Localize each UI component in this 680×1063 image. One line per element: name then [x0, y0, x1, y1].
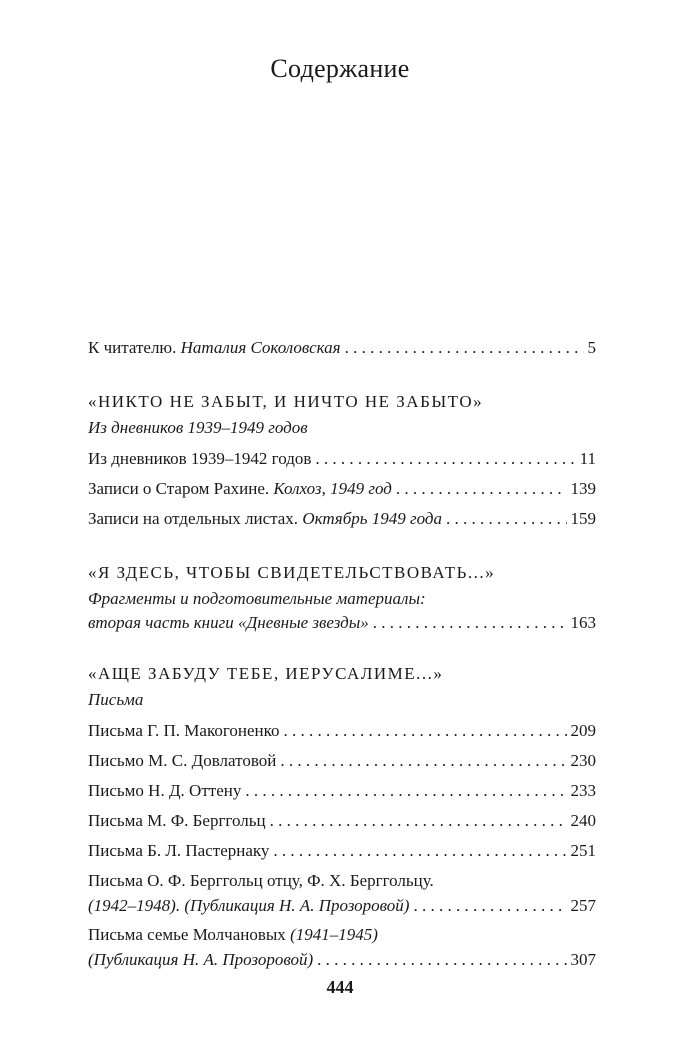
toc-entry[interactable] [88, 716, 596, 746]
dot-leader [446, 504, 567, 534]
toc-page-number: 11 [579, 449, 596, 468]
toc-entry-label: Письма Г. П. Макогоненко [88, 721, 280, 740]
toc-entry[interactable] [88, 836, 596, 866]
dot-leader [373, 611, 567, 635]
dot-leader [280, 746, 566, 776]
dot-leader [245, 776, 566, 806]
toc-entry-label: Записи о Старом Рахине. Колхоз, 1949 год [88, 479, 392, 498]
toc-entry-label: Письмо М. С. Довлатовой [88, 751, 277, 770]
toc-entry-label: Письма М. Ф. Берггольц [88, 811, 266, 830]
toc-entry-label: Записи на отдельных листах. Октябрь 1949 года [88, 509, 442, 528]
toc-page-number: 159 [570, 509, 596, 528]
toc-entry-label: (Публикация Н. А. Прозоровой) [88, 950, 314, 969]
toc-entry-first-line: Письма семье Молчановых (1941–1945) [88, 925, 378, 944]
toc-entry[interactable] [88, 806, 596, 836]
toc-page-number: 139 [570, 479, 596, 498]
toc-entry[interactable] [88, 776, 596, 806]
dot-leader [396, 474, 567, 504]
section-heading-3: «АЩЕ ЗАБУДУ ТЕБЕ, ИЕРУСАЛИМЕ...» [88, 664, 444, 683]
section-heading-2: «Я ЗДЕСЬ, ЧТОБЫ СВИДЕТЕЛЬСТВОВАТЬ...» [88, 563, 496, 582]
toc-entry-first-line: Письма О. Ф. Берггольц отцу, Ф. Х. Берггольцу. [88, 871, 434, 890]
dot-leader [315, 444, 575, 474]
dot-leader [270, 806, 567, 836]
dot-leader [413, 893, 566, 919]
toc-entry[interactable] [88, 947, 596, 973]
toc-page-number: 240 [570, 811, 596, 830]
toc-page-number: 5 [587, 338, 596, 357]
dot-leader [273, 836, 566, 866]
toc-entry-label: К читателю. Наталия Соколовская [88, 338, 341, 357]
toc-page-number: 233 [570, 781, 596, 800]
toc-page-number: 257 [570, 896, 596, 915]
section-subtitle-1: Из дневников 1939–1949 годов [88, 418, 308, 437]
section-subtitle-3: Письма [88, 690, 144, 709]
toc-page-number: 307 [570, 950, 596, 969]
toc-entry-label: Из дневников 1939–1942 годов [88, 449, 312, 468]
section-heading-1: «НИКТО НЕ ЗАБЫТ, И НИЧТО НЕ ЗАБЫТО» [88, 392, 484, 411]
page-number: 444 [326, 977, 354, 997]
toc-entry[interactable] [88, 746, 596, 776]
toc-entry-label: вторая часть книги «Дневные звезды» [88, 613, 369, 632]
table-of-contents [88, 333, 596, 973]
toc-entry[interactable] [88, 893, 596, 919]
section-subtitle-2: Фрагменты и подготовительные материалы: [88, 589, 426, 608]
page-title: Содержание [270, 54, 410, 83]
toc-page-number: 230 [570, 751, 596, 770]
toc-page-number: 209 [570, 721, 596, 740]
toc-entry-intro[interactable] [88, 333, 596, 363]
toc-entry[interactable] [88, 444, 596, 474]
toc-entry-label: (1942–1948). (Публикация Н. А. Прозоровой) [88, 896, 410, 915]
toc-entry-label: Письмо Н. Д. Оттену [88, 781, 242, 800]
toc-page-number: 163 [570, 613, 596, 632]
toc-entry[interactable] [88, 611, 596, 635]
toc-entry[interactable] [88, 504, 596, 534]
dot-leader [345, 333, 584, 363]
dot-leader [284, 716, 567, 746]
toc-entry[interactable] [88, 474, 596, 504]
dot-leader [317, 947, 566, 973]
toc-entry-label: Письма Б. Л. Пастернаку [88, 841, 270, 860]
toc-page-number: 251 [570, 841, 596, 860]
